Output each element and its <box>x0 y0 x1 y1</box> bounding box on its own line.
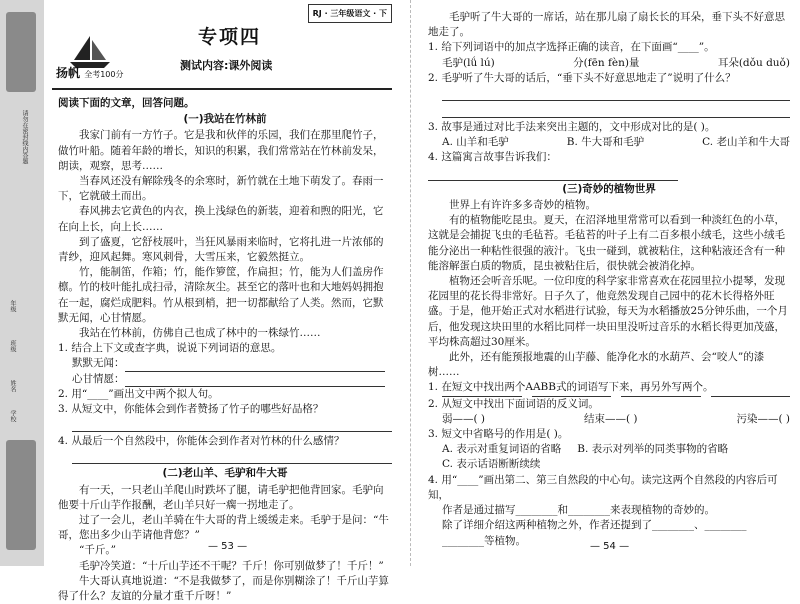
option[interactable]: A. 表示对重复词语的省略 <box>442 443 562 456</box>
choice-options <box>428 135 790 150</box>
paragraph: 牛大哥认真地说道：“不是我做梦了，而是你别糊涂了！千斤山芋算得了什么？友谊的分量才重千斤呀！” <box>58 574 389 603</box>
paragraph: 此外，还有能预报地震的山芋藤、能净化水的水葫芦、会“咬人”的漆树…… <box>428 351 765 379</box>
question: 2. 从短文中找出下面词语的反义词。 <box>428 397 599 410</box>
question: 2. 用“____”画出文中两个拟人句。 <box>58 387 219 400</box>
option[interactable]: C. 表示话语断断续续 <box>442 458 541 471</box>
antonym-blank[interactable]: 弱——( ) <box>442 412 486 425</box>
field-name: 姓名 <box>9 380 16 392</box>
page-subtitle: 测试内容:课外阅读 <box>180 59 273 72</box>
margin-block <box>6 12 36 92</box>
paragraph: 世界上有许许多多奇妙的植物。 <box>449 199 596 212</box>
question: 1. 给下列词语中的加点字选择正确的读音，在下面画“____”。 <box>428 41 715 54</box>
paragraph: 过了一会儿，老山羊骑在牛大哥的背上缓缓走来。毛驴于是问：“牛哥，您出多少山芋请他背您？” <box>58 514 389 542</box>
paragraph: 我家门前有一方竹子。它是我和伙伴的乐园，我们在那里爬竹子，做竹叶船。随着年龄的增长，知识的积累，我们常常站在竹林前发呆，朗读，观察，思考…… <box>58 129 384 172</box>
instruction: 阅读下面的文章，回答问题。 <box>58 97 195 109</box>
paragraph: 春风拂去它黄色的内衣，换上浅绿色的新装，迎着和煦的阳光，它在向上长，向上长…… <box>58 205 384 233</box>
section-title: (二)老山羊、毛驴和牛大哥 <box>162 467 288 480</box>
page-divider <box>410 0 411 566</box>
answer-line[interactable] <box>442 86 790 101</box>
page-number: — 53 — <box>208 540 248 552</box>
paragraph: 植物还会听音乐呢。一位印度的科学家非常喜欢在花园里拉小提琴，发现花园里的花长得非常好。日子久了，他竟然发现自己园中的花木长得格外旺盛。于是，他开始正式对水稻进行试验，每天为水稻播放25分钟乐曲，一个月后，他发现这块田里的水稻比同样一块田里没听过音乐的水稻长得更加茂盛，平均株高超过30厘米。 <box>428 275 788 348</box>
question-cont: ________等植物。 <box>442 534 526 547</box>
right-page <box>420 0 798 566</box>
grade-tag: RJ · 三年级语文 · 下 <box>308 4 392 23</box>
question-cont: 作者是通过描写________和________来表现植物的奇妙的。 <box>442 504 715 517</box>
section-title: (三)奇妙的植物世界 <box>562 182 656 195</box>
answer-line[interactable] <box>72 417 392 432</box>
answer-line[interactable]: 默默无闻： <box>58 356 392 371</box>
brand-logo: 扬帆 全考100分 <box>56 66 124 80</box>
field-class: 班级 <box>9 340 16 352</box>
option[interactable]: 毛驴(lǘ lú) <box>442 56 495 69</box>
paragraph: 有的植物能吃昆虫。夏天，在沼泽地里常常可以看到一种淡红色的小草，这就是会捕捉飞虫的毛毡苔。毛毡苔的叶子上有二百多根小绒毛，这些小绒毛能分泌出一种粘性很强的液汁。飞虫一碰到，就被粘住，这种粘液还含有一种能溶解蛋白质的物质，昆虫被粘住后，很快就会被消化掉。 <box>428 214 785 272</box>
option[interactable]: A. 山羊和毛驴 <box>442 136 509 149</box>
question: 3. 从短文中，你能体会到作者赞扬了竹子的哪些好品格？ <box>58 403 324 416</box>
paragraph: 毛驴听了牛大哥的一席话，站在那儿扇了扇长长的耳朵，垂下头不好意思地走了。 <box>428 11 785 39</box>
page-header <box>48 0 398 92</box>
left-page <box>48 0 398 603</box>
field-grade: 年级 <box>9 300 16 312</box>
question: 2. 毛驴听了牛大哥的话后，“垂下头不好意思地走了”说明了什么？ <box>428 71 736 84</box>
option[interactable]: B. 表示对列举的同类事物的省略 <box>577 443 729 456</box>
answer-line[interactable]: 心甘情愿： <box>58 372 392 387</box>
question-cont: 除了详细介绍这两种植物之外，作者还提到了________、________ <box>442 519 747 532</box>
paragraph: 毛驴冷笑道：“十斤山芋还不干呢？千斤！你可别做梦了！千斤！” <box>79 559 384 572</box>
section-title: (一)我站在竹林前 <box>183 113 267 126</box>
page-title: 专项四 <box>198 26 262 48</box>
antonym-blank[interactable]: 污染——( ) <box>736 412 790 425</box>
margin-block <box>6 440 36 550</box>
question: 1. 结合上下文或查字典，说说下列词语的意思。 <box>58 342 282 355</box>
question: 1. 在短文中找出两个AABB式的词语写下来，再另外写两个。 <box>428 381 714 394</box>
question: 3. 短文中省略号的作用是( )。 <box>428 428 569 441</box>
field-school: 学校 <box>9 410 16 422</box>
question: 3. 故事是通过对比手法来突出主题的，文中形成对比的是( )。 <box>428 121 716 134</box>
header-rule <box>52 88 392 90</box>
paragraph: “千斤。” <box>79 544 116 557</box>
antonym-blank[interactable]: 结束——( ) <box>583 412 638 425</box>
paragraph: 有一天，一只老山羊爬山时跌坏了腿，请毛驴把他背回家。毛驴向他要十斤山芋作报酬，老山羊只好一瘸一拐地走了。 <box>58 483 384 511</box>
option[interactable]: 耳朵(dǒu duǒ) <box>717 56 790 69</box>
pinyin-options <box>428 56 790 71</box>
answer-line[interactable] <box>72 449 392 464</box>
paragraph: 我站在竹林前，仿佛自己也成了林中的一株绿竹…… <box>79 327 321 340</box>
option[interactable]: 分(fēn fèn)量 <box>573 56 640 69</box>
page-number: — 54 — <box>590 540 630 552</box>
paragraph: 当春风还没有解除残冬的余寒时，新竹就在土地下萌发了。春雨一下，它就破土而出。 <box>58 175 384 203</box>
paragraph: 到了盛夏，它舒枝展叶，当狂风暴雨来临时，它将扎进一片浓郁的青纱，迎风起舞。寒风刺骨，大雪压来，它毅然挺立。 <box>58 235 384 264</box>
binding-margin <box>0 0 44 566</box>
option[interactable]: B. 牛大哥和毛驴 <box>566 136 645 149</box>
option[interactable]: C. 老山羊和牛大哥 <box>702 136 790 149</box>
question: 4. 从最后一个自然段中，你能体会到作者对竹林的什么感情？ <box>58 435 345 448</box>
paragraph: 竹，能制笛，作箱；竹，能作箩筐，作扁担；竹，能为人们盖房作檩。竹的枝叶能扎成扫帚，清除灰尘。甚至它的落叶也和大地妈妈拥抱在一起，腐烂成肥料。竹从根到梢，把一切都献给了人类。然而，它默默无闻，心甘情愿。 <box>58 266 384 324</box>
question: 4. 这篇寓言故事告诉我们： <box>428 150 790 180</box>
answer-line[interactable] <box>442 103 790 118</box>
antonym-items <box>428 412 790 427</box>
choice-options <box>428 442 790 457</box>
choice-options <box>428 457 790 472</box>
seal-line-notice: 请勿在密封线内答题 <box>21 110 28 164</box>
question: 4. 用“____”画出第二、第三自然段的中心句。读完这两个自然段的内容后可知， <box>428 473 778 501</box>
